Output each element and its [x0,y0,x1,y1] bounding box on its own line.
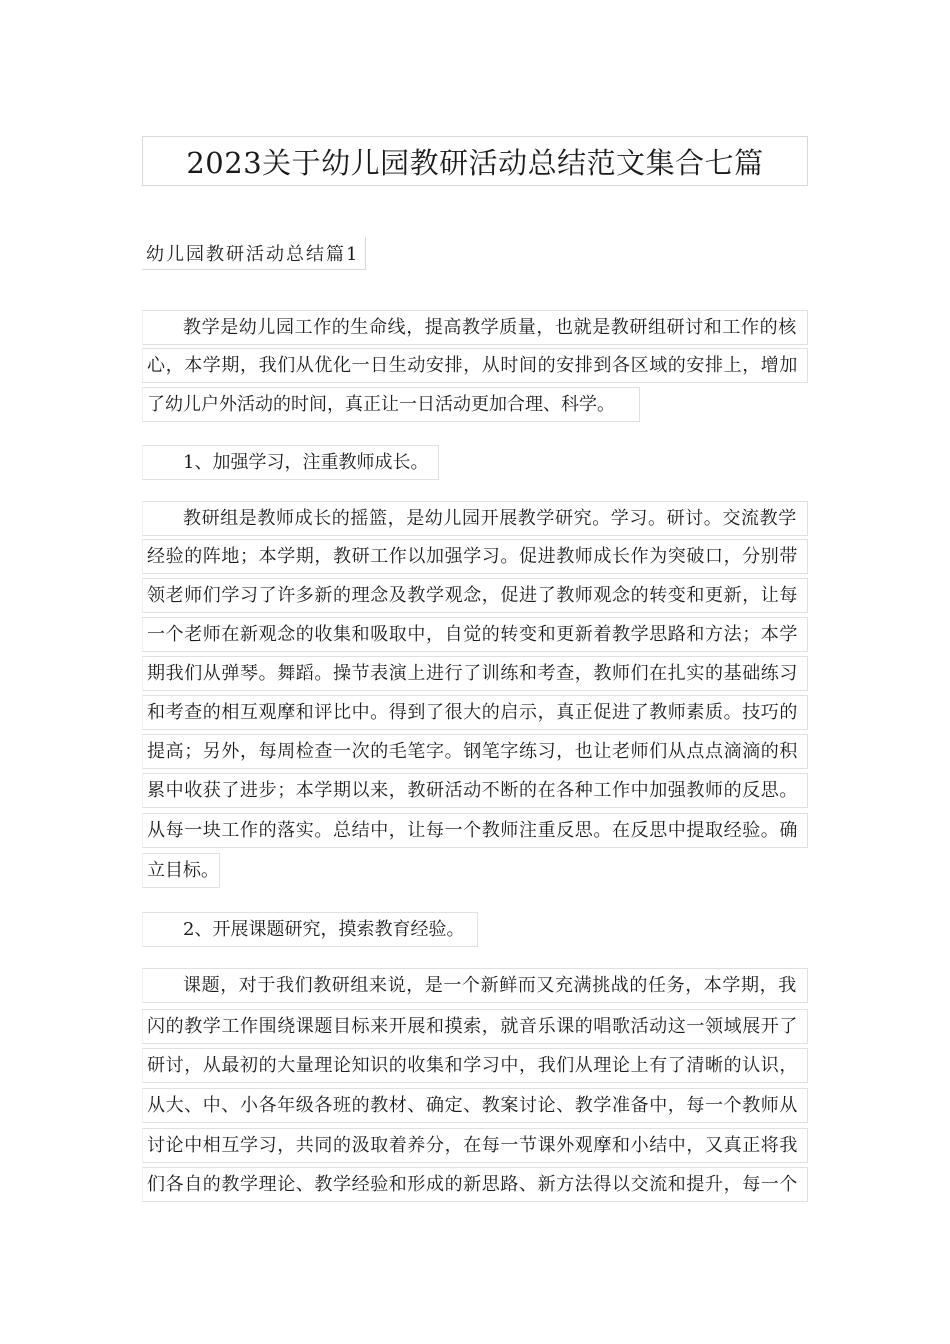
text-line: 心，本学期，我们从优化一日生动安排，从时间的安排到各区域的安排上，增加 [142,348,808,383]
text-line: 立目标。 [142,853,220,888]
text-line: 领老师们学习了许多新的理念及教学观念，促进了教师观念的转变和更新，让每 [142,578,808,613]
text-line: 了幼儿户外活动的时间，真正让一日活动更加合理、科学。 [142,387,640,422]
document-title: 2023关于幼儿园教研活动总结范文集合七篇 [186,145,764,180]
title-box [142,136,808,186]
text-line: 课题，对于我们教研组来说，是一个新鲜而又充满挑战的任务，本学期，我 [142,968,808,1003]
text-line: 提高；另外，每周检查一次的毛笔字。钢笔字练习，也让老师们从点点滴滴的积 [142,734,808,769]
text-line: 一个老师在新观念的收集和吸取中，自觉的转变和更新着教学思路和方法；本学 [142,617,808,652]
subheading-line: 2、开展课题研究，摸索教育经验。 [142,912,478,947]
subheading-line: 1、加强学习，注重教师成长。 [142,445,439,480]
text-line: 教研组是教师成长的摇篮，是幼儿园开展教学研究。学习。研讨。交流教学 [142,501,808,536]
text-line: 累中收获了进步；本学期以来，教研活动不断的在各种工作中加强教师的反思。 [142,773,808,808]
text-line: 经验的阵地；本学期，教研工作以加强学习。促进教师成长作为突破口，分别带 [142,539,808,574]
text-line: 讨论中相互学习，共同的汲取着养分，在每一节课外观摩和小结中，又真正将我 [142,1128,808,1163]
section-heading-box [142,237,366,270]
text-line: 教学是幼儿园工作的生命线，提高教学质量，也就是教研组研讨和工作的核 [142,310,808,345]
text-line: 们各自的教学理论、教学经验和形成的新思路、新方法得以交流和提升，每一个 [142,1167,808,1202]
text-line: 从大、中、小各年级各班的教材、确定、教案讨论、教学准备中，每一个教师从 [142,1088,808,1123]
text-line: 期我们从弹琴。舞蹈。操节表演上进行了训练和考查，教师们在扎实的基础练习 [142,656,808,691]
section-heading: 幼儿园教研活动总结篇1 [146,244,360,265]
text-line: 从每一块工作的落实。总结中，让每一个教师注重反思。在反思中提取经验。确 [142,813,808,848]
text-line: 研讨，从最初的大量理论知识的收集和学习中，我们从理论上有了清晰的认识， [142,1048,808,1083]
text-line: 闪的教学工作围绕课题目标来开展和摸索，就音乐课的唱歌活动这一领域展开了 [142,1009,808,1044]
text-line: 和考查的相互观摩和评比中。得到了很大的启示，真正促进了教师素质。技巧的 [142,695,808,730]
